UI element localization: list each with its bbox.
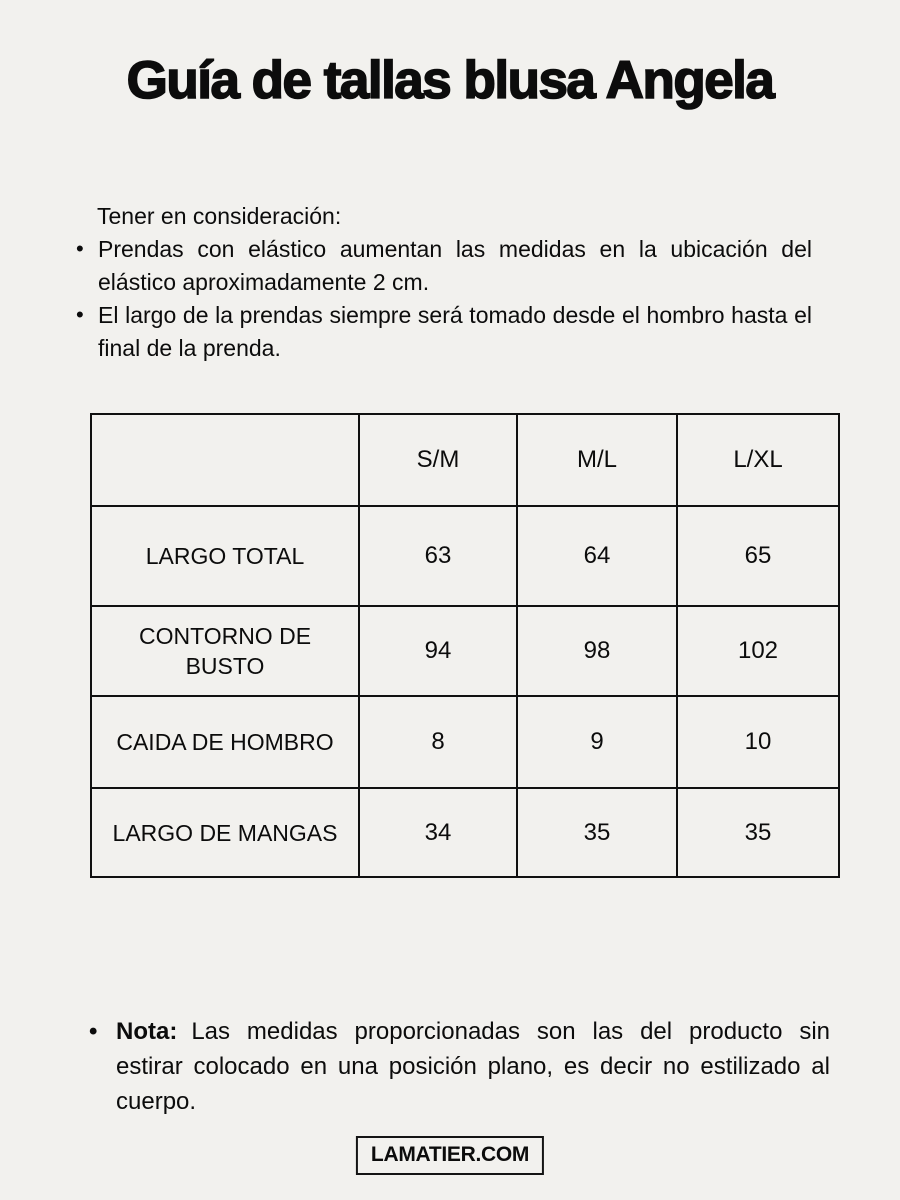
brand-badge: LAMATIER.COM — [356, 1136, 544, 1175]
note-section — [88, 1014, 830, 1119]
size-column-header: S/M — [359, 414, 517, 506]
cell-value: 10 — [677, 696, 839, 788]
note-item — [88, 1014, 830, 1119]
size-column-header: M/L — [517, 414, 677, 506]
cell-value: 34 — [359, 788, 517, 877]
bullet-icon: • — [89, 1018, 98, 1045]
bullet-icon: • — [76, 302, 84, 327]
cell-value: 8 — [359, 696, 517, 788]
cell-value: 65 — [677, 506, 839, 606]
table-row — [91, 506, 839, 606]
considerations-heading: Tener en consideración: — [97, 203, 342, 229]
cell-value: 94 — [359, 606, 517, 696]
note-label: Nota: — [116, 1018, 178, 1045]
size-table — [90, 413, 840, 878]
size-table-wrap — [90, 413, 840, 878]
size-table-corner-cell — [91, 414, 359, 506]
considerations-list — [75, 233, 812, 365]
consideration-item-text: Prendas con elástico aumentan las medidas en la ubicación del elástico aproximadamente 2 cm. — [98, 236, 812, 295]
cell-value: 98 — [517, 606, 677, 696]
row-label: LARGO TOTAL — [91, 506, 359, 606]
row-label: CONTORNO DE BUSTO — [91, 606, 359, 696]
cell-value: 102 — [677, 606, 839, 696]
table-row — [91, 696, 839, 788]
bullet-icon: • — [76, 236, 84, 261]
cell-value: 35 — [677, 788, 839, 877]
row-label: CAIDA DE HOMBRO — [91, 696, 359, 788]
table-row — [91, 788, 839, 877]
consideration-item-text: El largo de la prendas siempre será tomado desde el hombro hasta el final de la prenda. — [98, 302, 812, 361]
table-row — [91, 606, 839, 696]
considerations-section — [75, 200, 812, 365]
size-column-header: L/XL — [677, 414, 839, 506]
cell-value: 35 — [517, 788, 677, 877]
note-list — [88, 1014, 830, 1119]
size-table-header-row — [91, 414, 839, 506]
page-title: Guía de tallas blusa Angela — [126, 51, 774, 110]
note-text: Las medidas proporcionadas son las del producto sin estirar colocado en una posición plano, es decir no estilizado al cuerpo. — [116, 1018, 830, 1115]
consideration-item — [75, 233, 812, 299]
consideration-item — [75, 299, 812, 365]
row-label: LARGO DE MANGAS — [91, 788, 359, 877]
cell-value: 63 — [359, 506, 517, 606]
cell-value: 9 — [517, 696, 677, 788]
cell-value: 64 — [517, 506, 677, 606]
